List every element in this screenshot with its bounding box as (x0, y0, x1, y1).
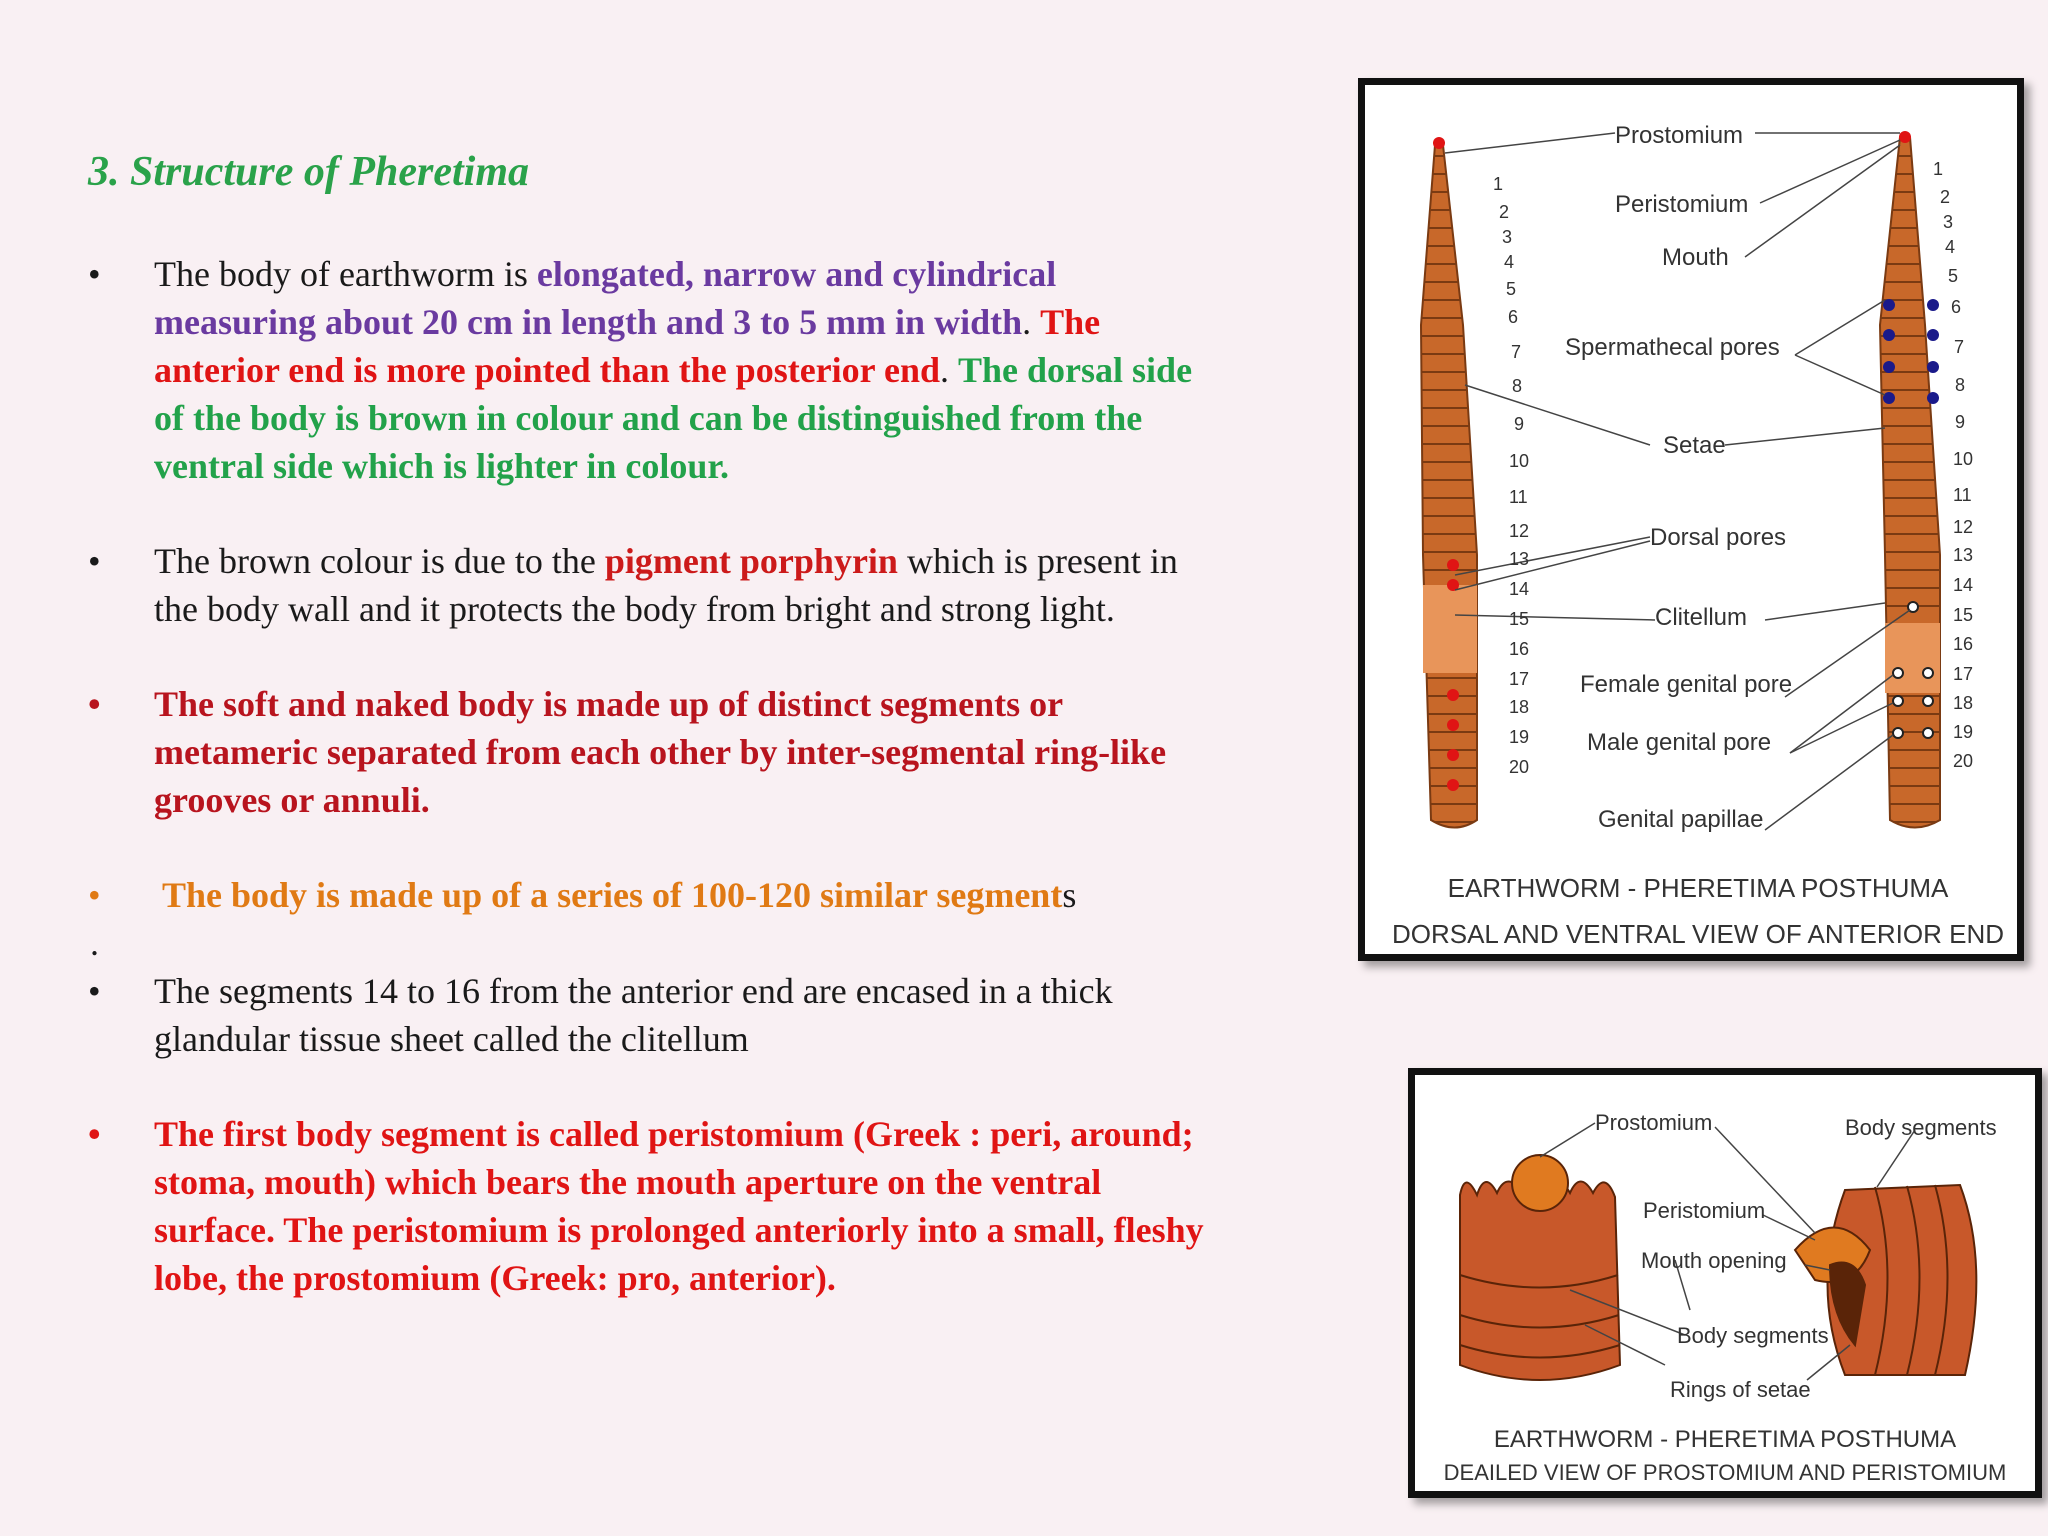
figure-prostomium-peristomium (1408, 1068, 2042, 1498)
label-male-genital-pore: Male genital pore (1587, 729, 1772, 756)
b4-text: The body is made up of a series of 100-120 similar segment (162, 875, 1063, 915)
svg-text:2: 2 (1499, 202, 1510, 222)
figure1-caption-line1: EARTHWORM - PHERETIMA POSTHUMA (1447, 873, 1949, 903)
svg-text:17: 17 (1953, 664, 1974, 684)
ventral-prostomium-dot (1899, 131, 1911, 143)
svg-text:5: 5 (1506, 279, 1517, 299)
bullet-segments (88, 680, 1208, 824)
bullet-dot: • (88, 875, 101, 915)
svg-text:3: 3 (1943, 212, 1954, 232)
svg-text:15: 15 (1953, 605, 1974, 625)
b4-tail: s (1062, 875, 1077, 915)
svg-text:18: 18 (1953, 693, 1974, 713)
svg-text:19: 19 (1509, 727, 1530, 747)
left-segment-numbers (1493, 174, 1529, 777)
svg-text:4: 4 (1504, 252, 1515, 272)
figure2-caption-line2: DEAILED VIEW OF PROSTOMIUM AND PERISTOMIUM (1443, 1460, 2007, 1485)
label-peristomium-2: Peristomium (1643, 1198, 1766, 1223)
bullet-dot: • (88, 541, 101, 581)
bullet-dot: • (88, 684, 101, 724)
label-rings-of-setae: Rings of setae (1670, 1377, 1811, 1402)
svg-text:19: 19 (1953, 722, 1974, 742)
svg-text:1: 1 (1493, 174, 1504, 194)
label-body-segments: Body segments (1677, 1323, 1829, 1348)
slide-title: 3. Structure of Pheretima (88, 149, 530, 195)
stray-period: . (90, 923, 99, 963)
svg-text:1: 1 (1933, 159, 1944, 179)
label-body-segments-top: Body segments (1845, 1115, 1997, 1140)
figure1-labels (1565, 122, 1792, 833)
prostomium-lobe (1512, 1155, 1568, 1211)
svg-text:14: 14 (1509, 579, 1530, 599)
label-peristomium: Peristomium (1615, 191, 1749, 218)
b1-sep2: . (940, 350, 950, 390)
svg-text:10: 10 (1953, 449, 1974, 469)
label-mouth: Mouth (1662, 244, 1729, 271)
svg-text:20: 20 (1953, 751, 1974, 771)
svg-text:8: 8 (1512, 376, 1523, 396)
svg-text:9: 9 (1514, 414, 1525, 434)
b1-dorsal: The dorsal side of the body is brown in colour and can be distinguished from the ventral side which is lighter in colour. (154, 350, 1193, 486)
b1-anterior: The anterior end is more pointed than the posterior end (154, 302, 1101, 390)
svg-text:2: 2 (1940, 187, 1951, 207)
svg-text:16: 16 (1509, 639, 1530, 659)
bullet-body-shape (88, 250, 1208, 490)
b2-pigment: pigment porphyrin (604, 541, 898, 581)
ventral-clitellum (1885, 623, 1940, 693)
dorsal-prostomium-dot (1433, 137, 1445, 149)
svg-text:14: 14 (1953, 575, 1974, 595)
figure2-caption-line1: EARTHWORM - PHERETIMA POSTHUMA (1493, 1426, 1957, 1453)
label-dorsal-pores: Dorsal pores (1650, 524, 1787, 551)
bullet-list (88, 250, 1208, 1302)
svg-text:7: 7 (1954, 337, 1965, 357)
svg-text:11: 11 (1509, 487, 1528, 507)
label-genital-papillae: Genital papillae (1598, 806, 1764, 833)
svg-text:13: 13 (1509, 549, 1530, 569)
svg-text:4: 4 (1945, 237, 1956, 257)
svg-text:12: 12 (1509, 521, 1530, 541)
leader-lines (1445, 133, 1910, 830)
label-prostomium-2: Prostomium (1595, 1110, 1713, 1135)
dorsal-clitellum (1423, 585, 1477, 673)
front-view-worm (1460, 1155, 1620, 1380)
svg-text:5: 5 (1948, 266, 1959, 286)
svg-text:16: 16 (1953, 634, 1974, 654)
label-clitellum: Clitellum (1655, 604, 1748, 631)
svg-text:11: 11 (1953, 485, 1972, 505)
b3-text: The soft and naked body is made up of distinct segments or metameric separated from each other by inter-segmental ring-like grooves or annuli. (154, 684, 1167, 820)
svg-text:8: 8 (1955, 375, 1966, 395)
svg-text:7: 7 (1511, 342, 1522, 362)
svg-text:6: 6 (1508, 307, 1519, 327)
svg-text:17: 17 (1509, 669, 1530, 689)
svg-text:6: 6 (1951, 297, 1962, 317)
b6-text: The first body segment is called peristomium (Greek : peri, around; stoma, mouth) which bears the mouth aperture on the ventral surface. The peristomium is prolonged anteriorly into a small, fleshy lobe, the prostomium (Greek: pro, anterior). (154, 1114, 1204, 1298)
svg-text:12: 12 (1953, 517, 1974, 537)
svg-text:15: 15 (1509, 609, 1530, 629)
label-spermathecal-pores: Spermathecal pores (1565, 334, 1780, 361)
label-mouth-opening: Mouth opening (1641, 1248, 1787, 1273)
b1-sep1: . (1022, 302, 1032, 342)
prostomium-peristomium-diagram (1415, 1075, 2035, 1491)
ventral-worm-body (1880, 133, 1940, 828)
svg-text:9: 9 (1955, 412, 1966, 432)
bullet-series (88, 871, 1208, 919)
svg-text:10: 10 (1509, 451, 1530, 471)
b2-text2: which is present in the body wall and it protects the body from bright and strong light. (154, 541, 1178, 629)
svg-text:13: 13 (1953, 545, 1974, 565)
bullet-brown-colour (88, 537, 1208, 633)
b1-text: The body of earthworm is (154, 254, 537, 294)
label-setae: Setae (1663, 432, 1726, 459)
label-prostomium: Prostomium (1615, 122, 1744, 149)
svg-text:18: 18 (1509, 697, 1530, 717)
b1-measure: elongated, narrow and cylindrical measuring about 20 cm in length and 3 to 5 mm in width (154, 254, 1057, 342)
bullet-clitellum (88, 967, 1208, 1063)
bullet-peristomium (88, 1110, 1208, 1302)
b5-text: The segments 14 to 16 from the anterior end are encased in a thick glandular tissue sheet called the clitellum (154, 971, 1113, 1059)
b2-text1: The brown colour is due to the (154, 541, 605, 581)
figure1-caption-line2: DORSAL AND VENTRAL VIEW OF ANTERIOR END (1391, 919, 2005, 949)
svg-text:3: 3 (1502, 227, 1513, 247)
earthworm-dorsal-ventral-diagram (1365, 85, 2017, 954)
bullet-dot: • (88, 254, 101, 294)
svg-text:20: 20 (1509, 757, 1530, 777)
bullet-dot: • (88, 971, 101, 1011)
figure-dorsal-ventral (1358, 78, 2024, 961)
bullet-dot: • (88, 1114, 101, 1154)
label-female-genital-pore: Female genital pore (1580, 671, 1793, 698)
